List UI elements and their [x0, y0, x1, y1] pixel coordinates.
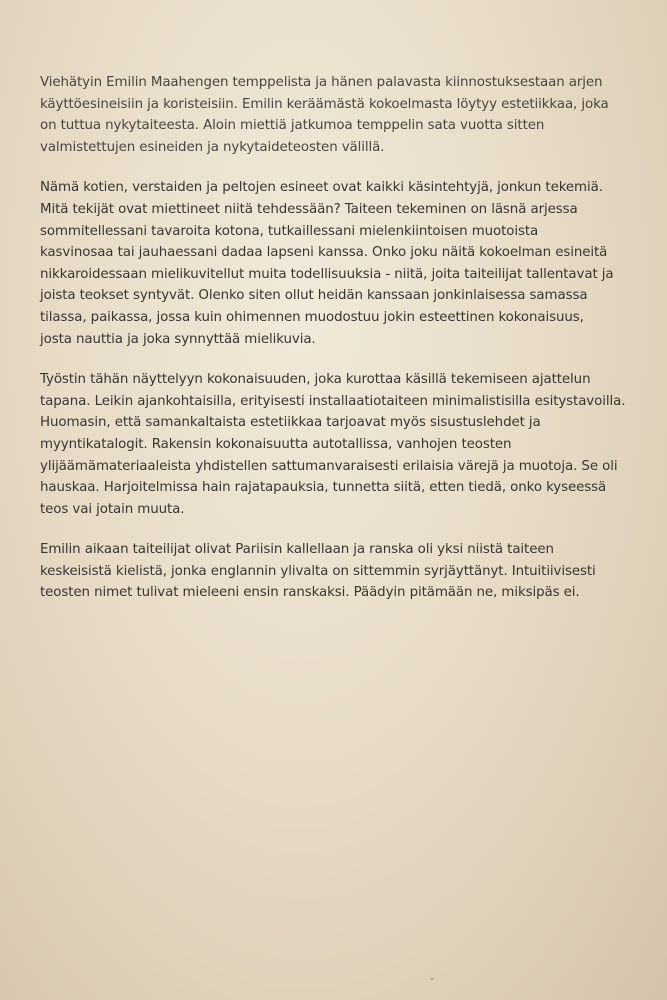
paragraph-2: Nämä kotien, verstaiden ja peltojen esineet ovat kaikki käsintehtyjä, jonkun tekemiä. Mitä tekijät ovat miettineet niitä tehdessään? Taiteen tekeminen on läsnä arjessa sommitellessani tavaroita kotona, tutkaillessani mielenkiintoisen muotoista kasvinosaa tai jauhaessani dadaa lapseni kanssa. Onko joku näitä kokoelman esineitä nikkaroidessaan mielikuvitellut muita todellisuuksia - niitä, joita taiteilijat tallentavat ja joista teokset syntyvät. Olenko siten ollut heidän kanssaan jonkinlaisessa samassa tilassa, paikassa, jossa kuin ohimennen muodostuu jokin esteettinen kokonaisuus, josta nauttia ja joka synnyttää mielikuvia.: [40, 180, 614, 347]
paragraph-3: Työstin tähän näyttelyyn kokonaisuuden, joka kurottaa käsillä tekemiseen ajattelun tapana. Leikin ajankohtaisilla, erityisesti installaatiotaiteen minimalistisilla esitystavoilla. Huomasin, että samankaltaista estetiikkaa tarjoavat myös sisustuslehdet ja myyntikatalogit. Rakensin kokonaisuutta autotallissa, vanhojen teosten ylijäämämateriaaleista yhdistellen sattumanvaraisesti erilaisia värejä ja muotoja. Se oli hauskaa. Harjoitelmissa hain rajatapauksia, tunnetta siitä, etten tiedä, onko kyseessä teos vai jotain muuta.: [40, 372, 626, 517]
paragraph-1: Viehätyin Emilin Maahengen temppelista ja hänen palavasta kiinnostuksestaan arjen käyttöesineisiin ja koristeisiin. Emilin keräämästä kokoelmasta löytyy estetiikkaa, joka on tuttua nykytaiteesta. Aloin miettiä jatkumoa temppelin sata vuotta sitten valmistettujen esineiden ja nykytaideteosten välillä.: [40, 75, 609, 155]
paragraph-4: Emilin aikaan taiteilijat olivat Pariisin kallellaan ja ranska oli yksi niistä taiteen keskeisistä kielistä, jonka englannin ylivalta on sittemmin syrjäyttänyt. Intuitiivisesti teosten nimet tulivat mieleeni ensin ranskaksi. Päädyin pitämään ne, miksipäs ei.: [40, 542, 596, 601]
paper-mark: [430, 978, 434, 980]
text-block: [40, 72, 640, 623]
